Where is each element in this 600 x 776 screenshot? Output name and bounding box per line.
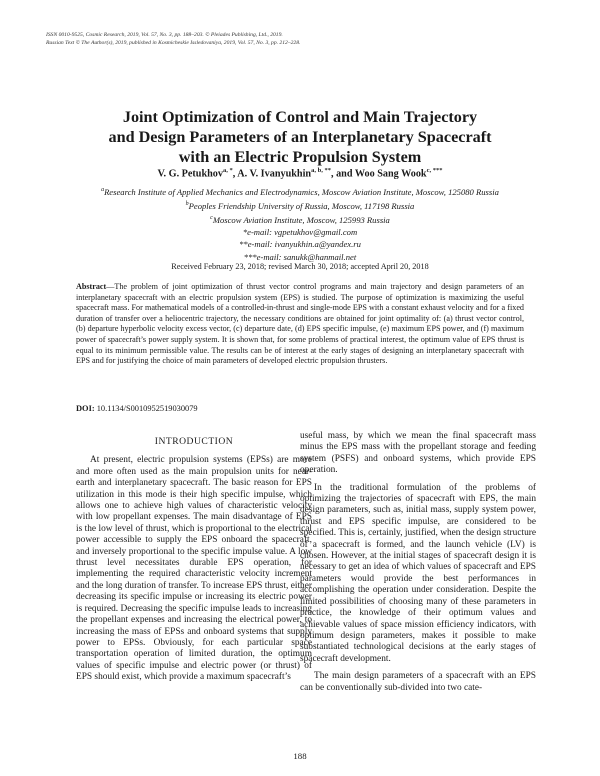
affiliation-mark: c xyxy=(210,215,213,222)
left-column xyxy=(76,436,312,684)
email-ivanyukhin[interactable]: **e-mail: ivanyukhin.a@yandex.ru xyxy=(239,239,361,250)
author-separator: , xyxy=(232,168,238,180)
affiliation-text: Peoples Friendship University of Russia, Moscow, 117198 Russia xyxy=(188,200,415,211)
abstract-label: Abstract xyxy=(76,282,107,291)
affiliation-text: Research Institute of Applied Mechanics and Electrodynamics, Moscow Aviation Institute, Moscow, 125080 Russia xyxy=(104,186,499,197)
affiliation-a xyxy=(0,184,600,198)
received-dates: Received February 23, 2018; revised March 30, 2018; accepted April 20, 2018 xyxy=(171,262,429,271)
journal-header xyxy=(46,31,300,47)
affiliation-mark: b xyxy=(185,201,189,208)
intro-paragraph-1-continued: useful mass, by which we mean the final spacecraft mass minus the EPS mass with the propellant storage and feeding system (PSFS) and onboard systems, which provide EPS operation. xyxy=(300,431,536,476)
author-ivanyukhin: A. V. Ivanyukhin xyxy=(237,168,312,180)
paper-title xyxy=(0,107,600,167)
author-woo: Woo Sang Wook xyxy=(354,168,427,180)
affiliations xyxy=(0,184,600,263)
email-petukhov[interactable]: *e-mail: vgpetukhov@gmail.com xyxy=(242,227,358,238)
doi-link[interactable]: 10.1134/S0010952519030079 xyxy=(96,404,198,413)
abstract xyxy=(76,282,524,367)
affiliation-c xyxy=(0,212,600,226)
author-separator: , and xyxy=(330,168,355,180)
title-line-3: with an Electric Propulsion System xyxy=(178,148,422,166)
page-number: 188 xyxy=(293,751,307,761)
abstract-text: —The problem of joint optimization of thrust vector control programs and main trajectory and design parameters of an interplanetary spacecraft with an electric propulsion system (EPS) is studied. The purpose of optimization is maximizing the useful spacecraft mass. For mathematical models of a controlled-in-thrust and single-mode EPS with a constant exhaust velocity and for a fixed duration of transfer over a heliocentric trajectory, the necessary conditions are obtained for joint optimality of: (a) thrust vector control, (b) departure hyperbolic velocity excess vector, (c) departure date, (d) EPS specific impulse, (e) maximum EPS power, and (f) maximum power of spacecraft’s power supply system. It is shown that, for some problems of practical interest, the optimum value of EPS thrust is equal to its minimum permissible value. The results can be of interest at the early stages of designing an interplanetary spacecraft with EPS and for justifying the choice of main parameters of developed electric propulsion thrusters. xyxy=(76,282,524,366)
doi-label: DOI: xyxy=(76,404,95,413)
author-ivanyukhin-mark: a, b, ** xyxy=(311,167,331,174)
affiliation-text: Moscow Aviation Institute, Moscow, 125993 Russia xyxy=(212,214,390,225)
email-woo[interactable]: ***e-mail: sanukk@hanmail.net xyxy=(243,251,357,262)
doi xyxy=(76,404,198,413)
author-petukhov: V. G. Petukhov xyxy=(157,168,223,180)
journal-header-line-1: ISSN 0010-9525, Cosmic Research, 2019, Vol. 57, No. 3, pp. 188–203. © Pleiades Publishing, Ltd., 2019. xyxy=(46,32,283,38)
intro-paragraph-1: At present, electric propulsion systems (EPSs) are more and more often used as the main propulsion units for near-earth and interplanetary spacecraft. The basic reason for EPS utilization in this mode is their high specific impulse, which allows one to achieve high values of characteristic velocity with low propellant expenses. The main disadvantage of EPS is the low level of thrust, which is proportional to the electrical power accessible to supply the EPS onboard the spacecraft, and inversely proportional to the specific impulse value. A low thrust level necessitates durable EPS operation, for implementing the required characteristic velocity increment and the long duration of transfer. To increase EPS thrust, either decreasing its specific impulse or increasing its electric power is required. Decreasing the specific impulse leads to increasing the propellant expenses and increasing the electrical power, to increasing the mass of EPSs and onboard systems that supply power to EPSs. Obviously, for each particular space transportation operation of limited duration, the optimum values of specific impulse and electric power (or thrust) of EPS should exist, which provide a maximum spacecraft’s xyxy=(76,455,312,683)
author-petukhov-mark: a, * xyxy=(223,167,233,174)
author-list xyxy=(0,167,600,179)
journal-header-line-2: Russian Text © The Author(s), 2019, published in Kosmicheskie Issledovaniya, 2019, Vol. 57, No. 3, pp. 212–228. xyxy=(46,40,301,46)
affiliation-b xyxy=(0,198,600,212)
intro-paragraph-3: The main design parameters of a spacecraft with an EPS can be conventionally sub-divided into two cate- xyxy=(300,671,536,693)
intro-paragraph-2: In the traditional formulation of the problems of optimizing the trajectories of spacecraft with EPS, the main design parameters, such as, initial mass, supply system power, thrust and EPS specific impulse, are considered to be specified. This is, certainly, justified, when the design structure of a spacecraft is formed, and the launch vehicle (LV) is chosen. However, at the initial stages of spacecraft design it is necessary to get an idea of which values of spacecraft and EPS parameters would provide the best performances in accomplishing the operation under consideration. Despite the limited possibilities of choosing many of these parameters in practice, the knowledge of their optimum values and achievable values of space mission efficiency indicators, with optimum design parameters, makes it possible to make substantiated technological decisions at the early stages of spacecraft development. xyxy=(300,482,536,664)
right-column xyxy=(300,431,536,694)
section-heading-introduction: INTRODUCTION xyxy=(154,436,234,447)
author-woo-mark: c, *** xyxy=(426,167,443,174)
title-line-2: and Design Parameters of an Interplanetary Spacecraft xyxy=(108,128,492,146)
title-line-1: Joint Optimization of Control and Main Trajectory xyxy=(122,108,478,126)
affiliation-mark: a xyxy=(101,187,105,193)
